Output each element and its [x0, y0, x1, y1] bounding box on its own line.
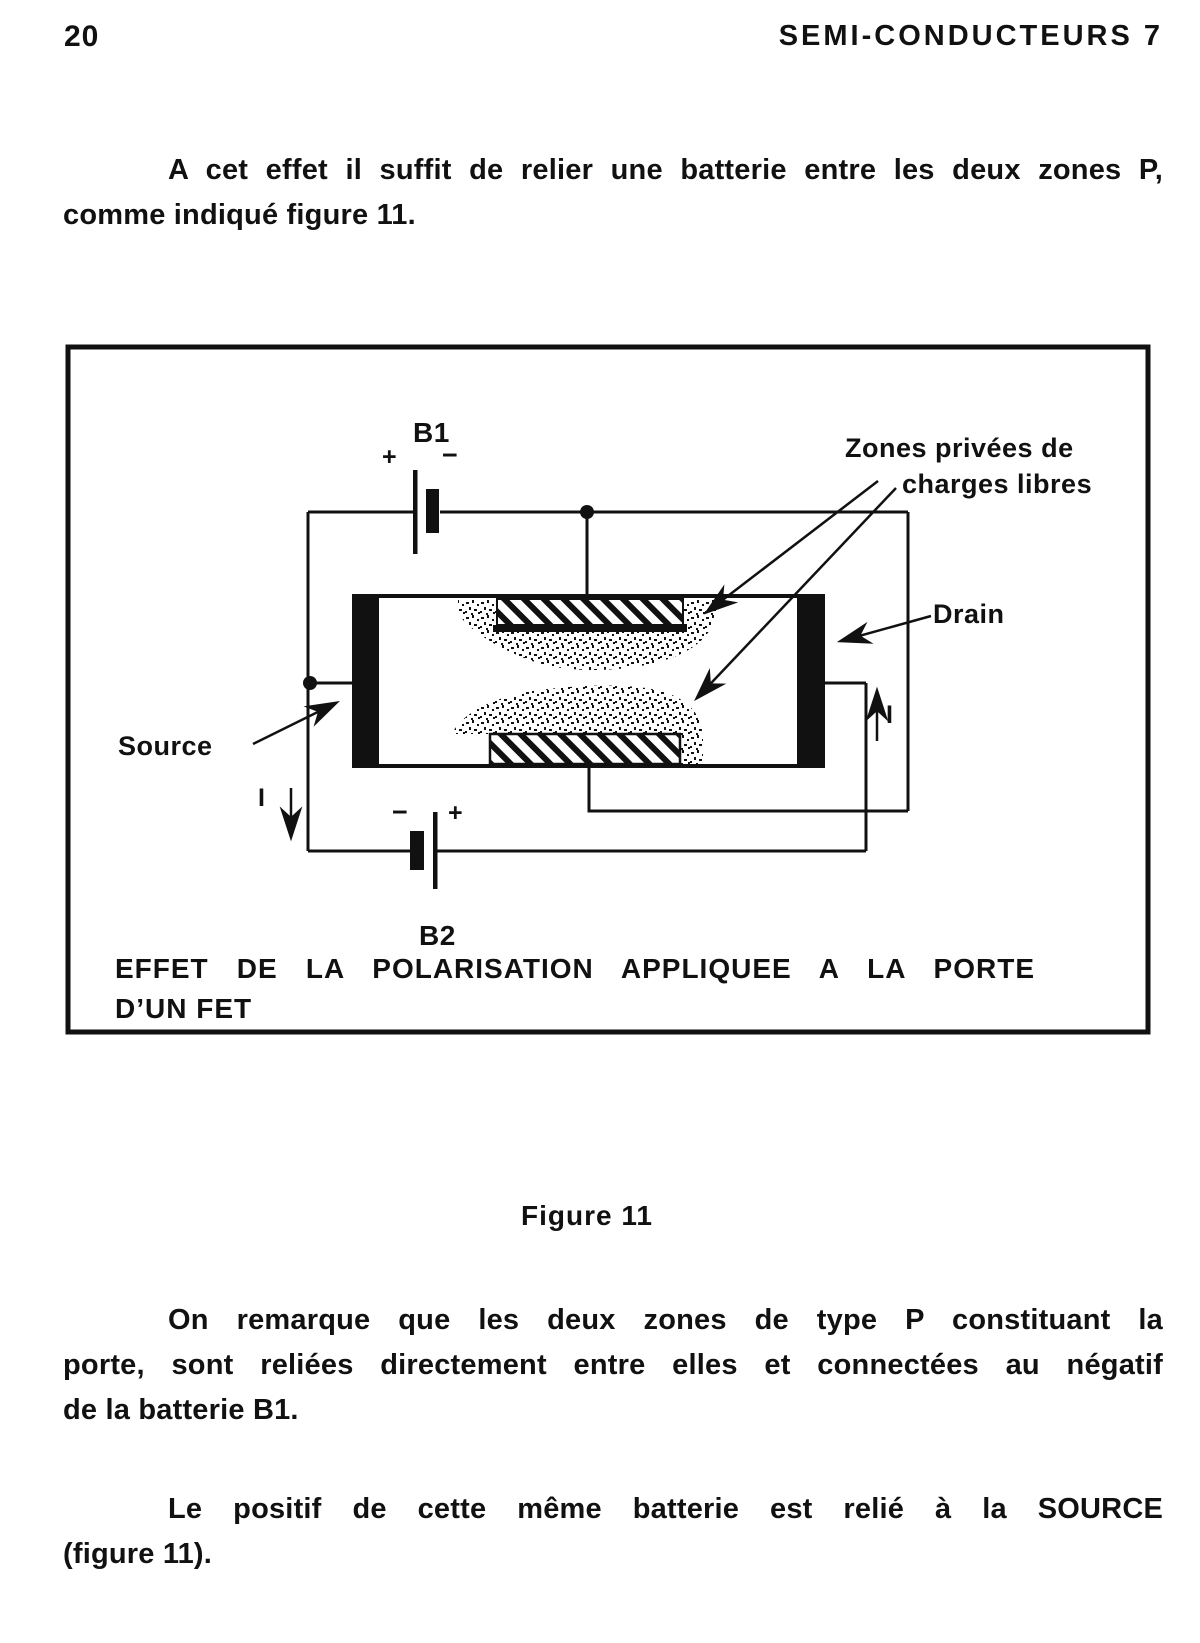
- paragraph-line: On remarque que les deux zones de type P constituant la: [168, 1304, 1163, 1336]
- paragraph-line: comme indiqué figure 11.: [63, 199, 416, 231]
- zones-label-line2: charges libres: [902, 469, 1093, 499]
- running-header-title: SEMI-CONDUCTEURS 7: [778, 20, 1163, 52]
- paragraph-line: porte, sont reliées directement entre elles et connectées au négatif: [63, 1349, 1163, 1381]
- caption-line: D’UN FET: [115, 993, 253, 1024]
- figure-number-caption: Figure 11: [521, 1200, 653, 1231]
- paragraph-line: A cet effet il suffit de relier une batterie entre les deux zones P,: [168, 154, 1163, 186]
- paragraph-line: Le positif de cette même batterie est relié à la SOURCE: [168, 1493, 1163, 1525]
- junction-dot-top: [580, 505, 594, 519]
- paragraph-source: [63, 1487, 1163, 1577]
- caption-line: EFFET DE LA POLARISATION APPLIQUEE A LA PORTE: [115, 953, 1035, 984]
- gate-bottom: [490, 734, 680, 764]
- battery-b1-minus-sign: −: [442, 440, 459, 470]
- junction-dot-left: [303, 676, 317, 690]
- source-label: Source: [118, 731, 213, 761]
- depletion-zone-bottom: [452, 685, 703, 767]
- paragraph-line: (figure 11).: [63, 1538, 213, 1570]
- page-number: 20: [64, 20, 100, 53]
- paragraph-intro: [63, 148, 1163, 238]
- zones-leader-arrow-2: [697, 488, 896, 698]
- fet-channel-body: [354, 596, 823, 766]
- battery-b1-label: B1: [413, 417, 450, 448]
- zones-label-line1: Zones privées de: [845, 433, 1074, 463]
- battery-b1-symbol: [413, 470, 439, 554]
- battery-b2-symbol: [410, 812, 438, 889]
- drain-leader-arrow: [841, 616, 931, 641]
- depletion-zone-top: [458, 600, 716, 670]
- figure-box-caption: [115, 949, 1035, 1029]
- zones-leader-arrow-1: [707, 481, 878, 612]
- paragraph-gates: [63, 1298, 1163, 1433]
- drain-contact: [797, 594, 824, 768]
- drain-label: Drain: [933, 599, 1005, 629]
- paragraph-line: de la batterie B1.: [63, 1394, 299, 1426]
- battery-b2-plus-sign: +: [448, 799, 464, 827]
- current-label-left: I: [258, 784, 266, 812]
- source-leader-arrow: [253, 703, 336, 744]
- current-label-right: I: [886, 701, 894, 729]
- battery-b2-minus-sign: −: [392, 797, 409, 827]
- source-contact: [352, 594, 379, 768]
- gate-top: [493, 599, 687, 632]
- battery-b2-label: B2: [419, 920, 456, 951]
- battery-b1-plus-sign: +: [382, 443, 398, 471]
